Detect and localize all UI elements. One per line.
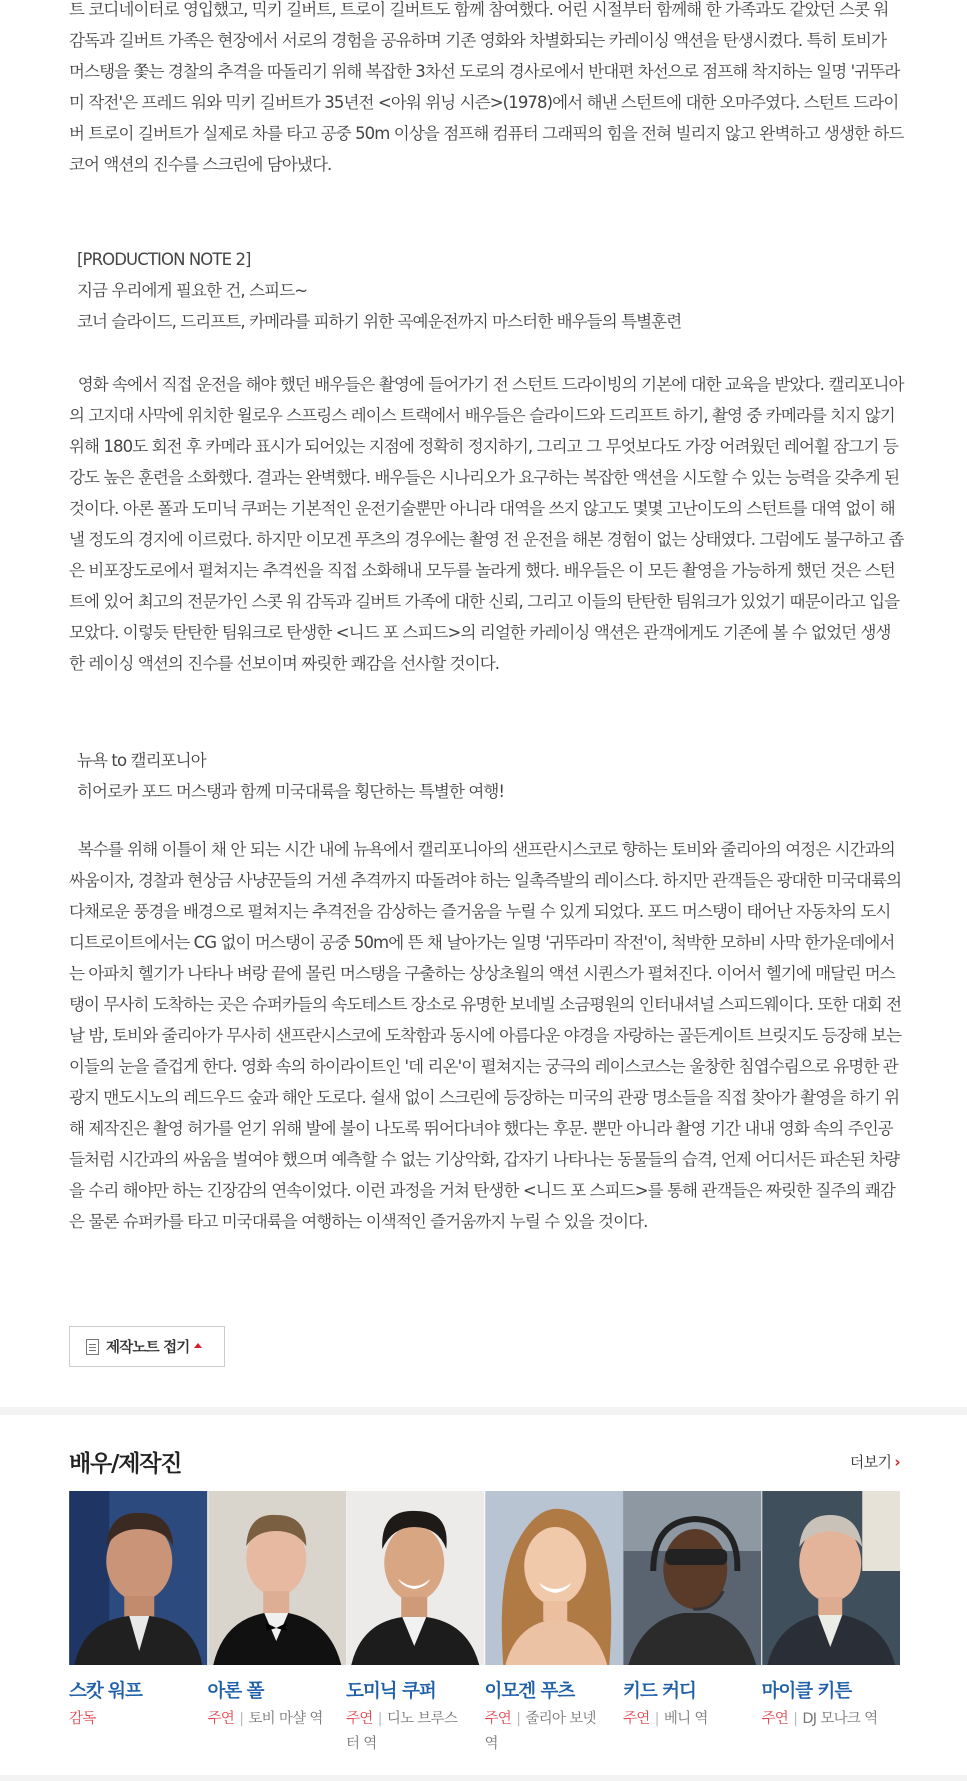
role-name: 베니 역: [663, 1711, 708, 1727]
note2-label: [PRODUCTION NOTE 2]: [77, 250, 251, 269]
cast-photo[interactable]: [346, 1491, 485, 1665]
cast-item: [623, 1491, 762, 1757]
note3-subtitle: 히어로카 포드 머스탱과 함께 미국대륙을 횡단하는 특별한 여행!: [77, 782, 505, 801]
role-name: 토비 마샬 역: [248, 1711, 323, 1727]
cast-role: [485, 1707, 624, 1757]
cast-section-title: 배우/제작진: [69, 1451, 182, 1477]
note2-title: 지금 우리에게 필요한 건, 스피드~: [77, 281, 308, 300]
role-separator: |: [377, 1711, 382, 1727]
caret-up-icon: [194, 1343, 202, 1348]
cast-photo[interactable]: [762, 1491, 901, 1665]
cast-name[interactable]: 이모겐 푸츠: [484, 1681, 575, 1702]
fold-note-button[interactable]: [69, 1326, 225, 1367]
cast-name[interactable]: 스캇 워프: [69, 1681, 142, 1702]
cast-list: [69, 1491, 900, 1757]
cast-name[interactable]: 키드 커디: [623, 1681, 696, 1702]
cast-photo[interactable]: [485, 1491, 624, 1665]
role-type: 주연: [761, 1711, 789, 1727]
note-paragraph-2: 영화 속에서 직접 운전을 해야 했던 배우들은 촬영에 들어가기 전 스턴트 드라이빙의 기본에 대한 교육을 받았다. 캘리포니아의 고지대 사막에 위치한 윌로우 스프링스 레이스 트랙에서 배우들은 슬라이드와 드리프트 하기, 촬영 중 카메라를 치지 않기 위해 180도 회전 후 카메라 표시가 되어있는 지점에 정확히 정지하기, 그리고 그 무엇보다도 가장 어려웠던 레어휠 잠그기 등 강도 높은 훈련을 소화했다. 결과는 완벽했다. 배우들은 시나리오가 요구하는 복잡한 액션을 시도할 수 있는 능력을 갖추게 된 것이다. 아론 폴과 도미닉 쿠퍼는 기본적인 운전기술뿐만 아니라 대역을 쓰지 않고도 몇몇 고난이도의 스턴트를 대역 없이 해낼 정도의 경지에 이르렀다. 하지만 이모겐 푸츠의 경우에는 촬영 전 운전을 해본 경험이 없는 상태였다. 그럼에도 불구하고 좁은 비포장도로에서 펼쳐지는 추격씬을 직접 소화해내 모두를 놀라게 했다. 배우들은 이 모든 촬영을 가능하게 했던 것은 스턴트에 있어 최고의 전문가인 스콧 워 감독과 길버트 가족에 대한 신뢰, 그리고 이들의 탄탄한 팀워크가 있었기 때문이라고 입을 모았다. 이렇듯 탄탄한 팀워크로 탄생한 <니드 포 스피드>의 리얼한 카레이싱 액션은 관객에게도 기존에 볼 수 없었던 생생한 레이싱 액션의 진수를 선보이며 짜릿한 쾌감을 선사할 것이다.: [69, 375, 904, 673]
chevron-right-icon: ›: [894, 1452, 900, 1471]
fold-note-label: 제작노트 접기: [106, 1340, 190, 1356]
document-icon: [86, 1339, 99, 1355]
role-type: 주연: [623, 1711, 650, 1727]
role-name: 디노 브루스터 역: [346, 1711, 458, 1752]
cast-item: [208, 1491, 347, 1757]
cast-role: [623, 1707, 762, 1732]
section-divider: [0, 1407, 967, 1415]
cast-item: [485, 1491, 624, 1757]
cast-role: [69, 1707, 208, 1732]
role-name: 줄리아 보넷 역: [484, 1711, 596, 1752]
note2-subtitle: 코너 슬라이드, 드리프트, 카메라를 피하기 위한 곡예운전까지 마스터한 배우들의 특별훈련: [77, 312, 682, 331]
cast-photo[interactable]: [69, 1491, 208, 1665]
cast-role: [762, 1707, 901, 1732]
cast-name[interactable]: 마이클 키튼: [761, 1681, 852, 1702]
role-separator: |: [793, 1711, 798, 1727]
cast-item: [762, 1491, 901, 1757]
note-paragraph-1: 트 코디네이터로 영입했고, 믹키 길버트, 트로이 길버트도 함께 참여했다. 어린 시절부터 함께해 한 가족과도 같았던 스콧 워 감독과 길버트 가족은 현장에서 서로의 경험을 공유하며 기존 영화와 차별화되는 카레이싱 액션을 탄생시켰다. 특히 토비가 머스탱을 쫓는 경찰의 추격을 따돌리기 위해 복잡한 3차선 도로의 경사로에서 반대편 차선으로 점프해 착지하는 일명 '귀뚜라미 작전'은 프레드 워와 믹키 길버트가 35년전 <아워 위닝 시즌>(1978)에서 해낸 스턴트에 대한 오마주였다. 스턴트 드라이버 트로이 길버트가 실제로 차를 타고 공중 50m 이상을 점프해 컴퓨터 그래픽의 힘을 전혀 빌리지 않고 완벽하고 생생한 하드코어 액션의 진수를 스크린에 담아냈다.: [69, 0, 904, 174]
cast-role: [208, 1707, 347, 1732]
role-type: 주연: [207, 1711, 235, 1727]
role-type: 주연: [484, 1711, 512, 1727]
role-type: 감독: [69, 1711, 96, 1727]
bottom-divider: [0, 1775, 967, 1781]
role-separator: |: [654, 1711, 659, 1727]
role-name: DJ 모나크 역: [802, 1711, 878, 1727]
cast-item: [346, 1491, 485, 1757]
more-label: 더보기: [849, 1453, 892, 1471]
cast-photo[interactable]: [623, 1491, 762, 1665]
cast-role: [346, 1707, 485, 1757]
cast-name[interactable]: 도미닉 쿠퍼: [346, 1681, 436, 1702]
note-paragraph-3: 복수를 위해 이틀이 채 안 되는 시간 내에 뉴욕에서 캘리포니아의 샌프란시스코로 향하는 토비와 줄리아의 여정은 시간과의 싸움이자, 경찰과 현상금 사냥꾼들의 거센 추격까지 따돌려야 하는 일촉즉발의 레이스다. 하지만 관객들은 광대한 미국대륙의 다채로운 풍경을 배경으로 펼쳐지는 추격전을 감상하는 즐거움을 누릴 수 있게 되었다. 포드 머스탱이 태어난 자동차의 도시 디트로이트에서는 CG 없이 머스탱이 공중 50m에 뜬 채 날아가는 일명 '귀뚜라미 작전'이, 척박한 모하비 사막 한가운데에서는 아파치 헬기가 나타나 벼랑 끝에 몰린 머스탱을 구출하는 상상초월의 액션 시퀀스가 펼쳐진다. 이어서 헬기에 매달린 머스탱이 무사히 도착하는 곳은 슈퍼카들의 속도테스트 장소로 유명한 보네빌 소금평원의 인터내셔널 스피드웨이다. 또한 대회 전날 밤, 토비와 줄리아가 무사히 샌프란시스코에 도착함과 동시에 아름다운 야경을 자랑하는 골든게이트 브릿지도 등장해 보는 이들의 눈을 즐겁게 한다. 영화 속의 하이라이트인 '데 리온'이 펼쳐지는 궁극의 레이스코스는 울창한 침엽수림으로 유명한 관광지 맨도시노의 레드우드 숲과 해안 도로다. 쉴새 없이 스크린에 등장하는 미국의 관광 명소들을 직접 찾아가 촬영을 하기 위해 제작진은 촬영 허가를 얻기 위해 발에 불이 나도록 뛰어다녀야 했다는 후문. 뿐만 아니라 촬영 기간 내내 영화 속의 주인공들처럼 시간과의 싸움을 벌여야 했으며 예측할 수 없는 기상악화, 갑자기 나타나는 동물들의 습격, 언제 어디서든 파손된 차량을 수리 해야만 하는 긴장감의 연속이었다. 이런 과정을 거쳐 탄생한 <니드 포 스피드>를 통해 관객들은 짜릿한 질주의 쾌감은 물론 슈퍼카를 타고 미국대륙을 여행하는 이색적인 즐거움까지 누릴 수 있을 것이다.: [69, 840, 902, 1231]
role-separator: |: [239, 1711, 244, 1727]
cast-item: [69, 1491, 208, 1757]
cast-photo[interactable]: [208, 1491, 347, 1665]
more-button[interactable]: [850, 1451, 900, 1472]
cast-name[interactable]: 아론 폴: [207, 1681, 264, 1702]
role-type: 주연: [346, 1711, 373, 1727]
note3-title: 뉴욕 to 캘리포니아: [77, 751, 206, 770]
role-separator: |: [516, 1711, 521, 1727]
